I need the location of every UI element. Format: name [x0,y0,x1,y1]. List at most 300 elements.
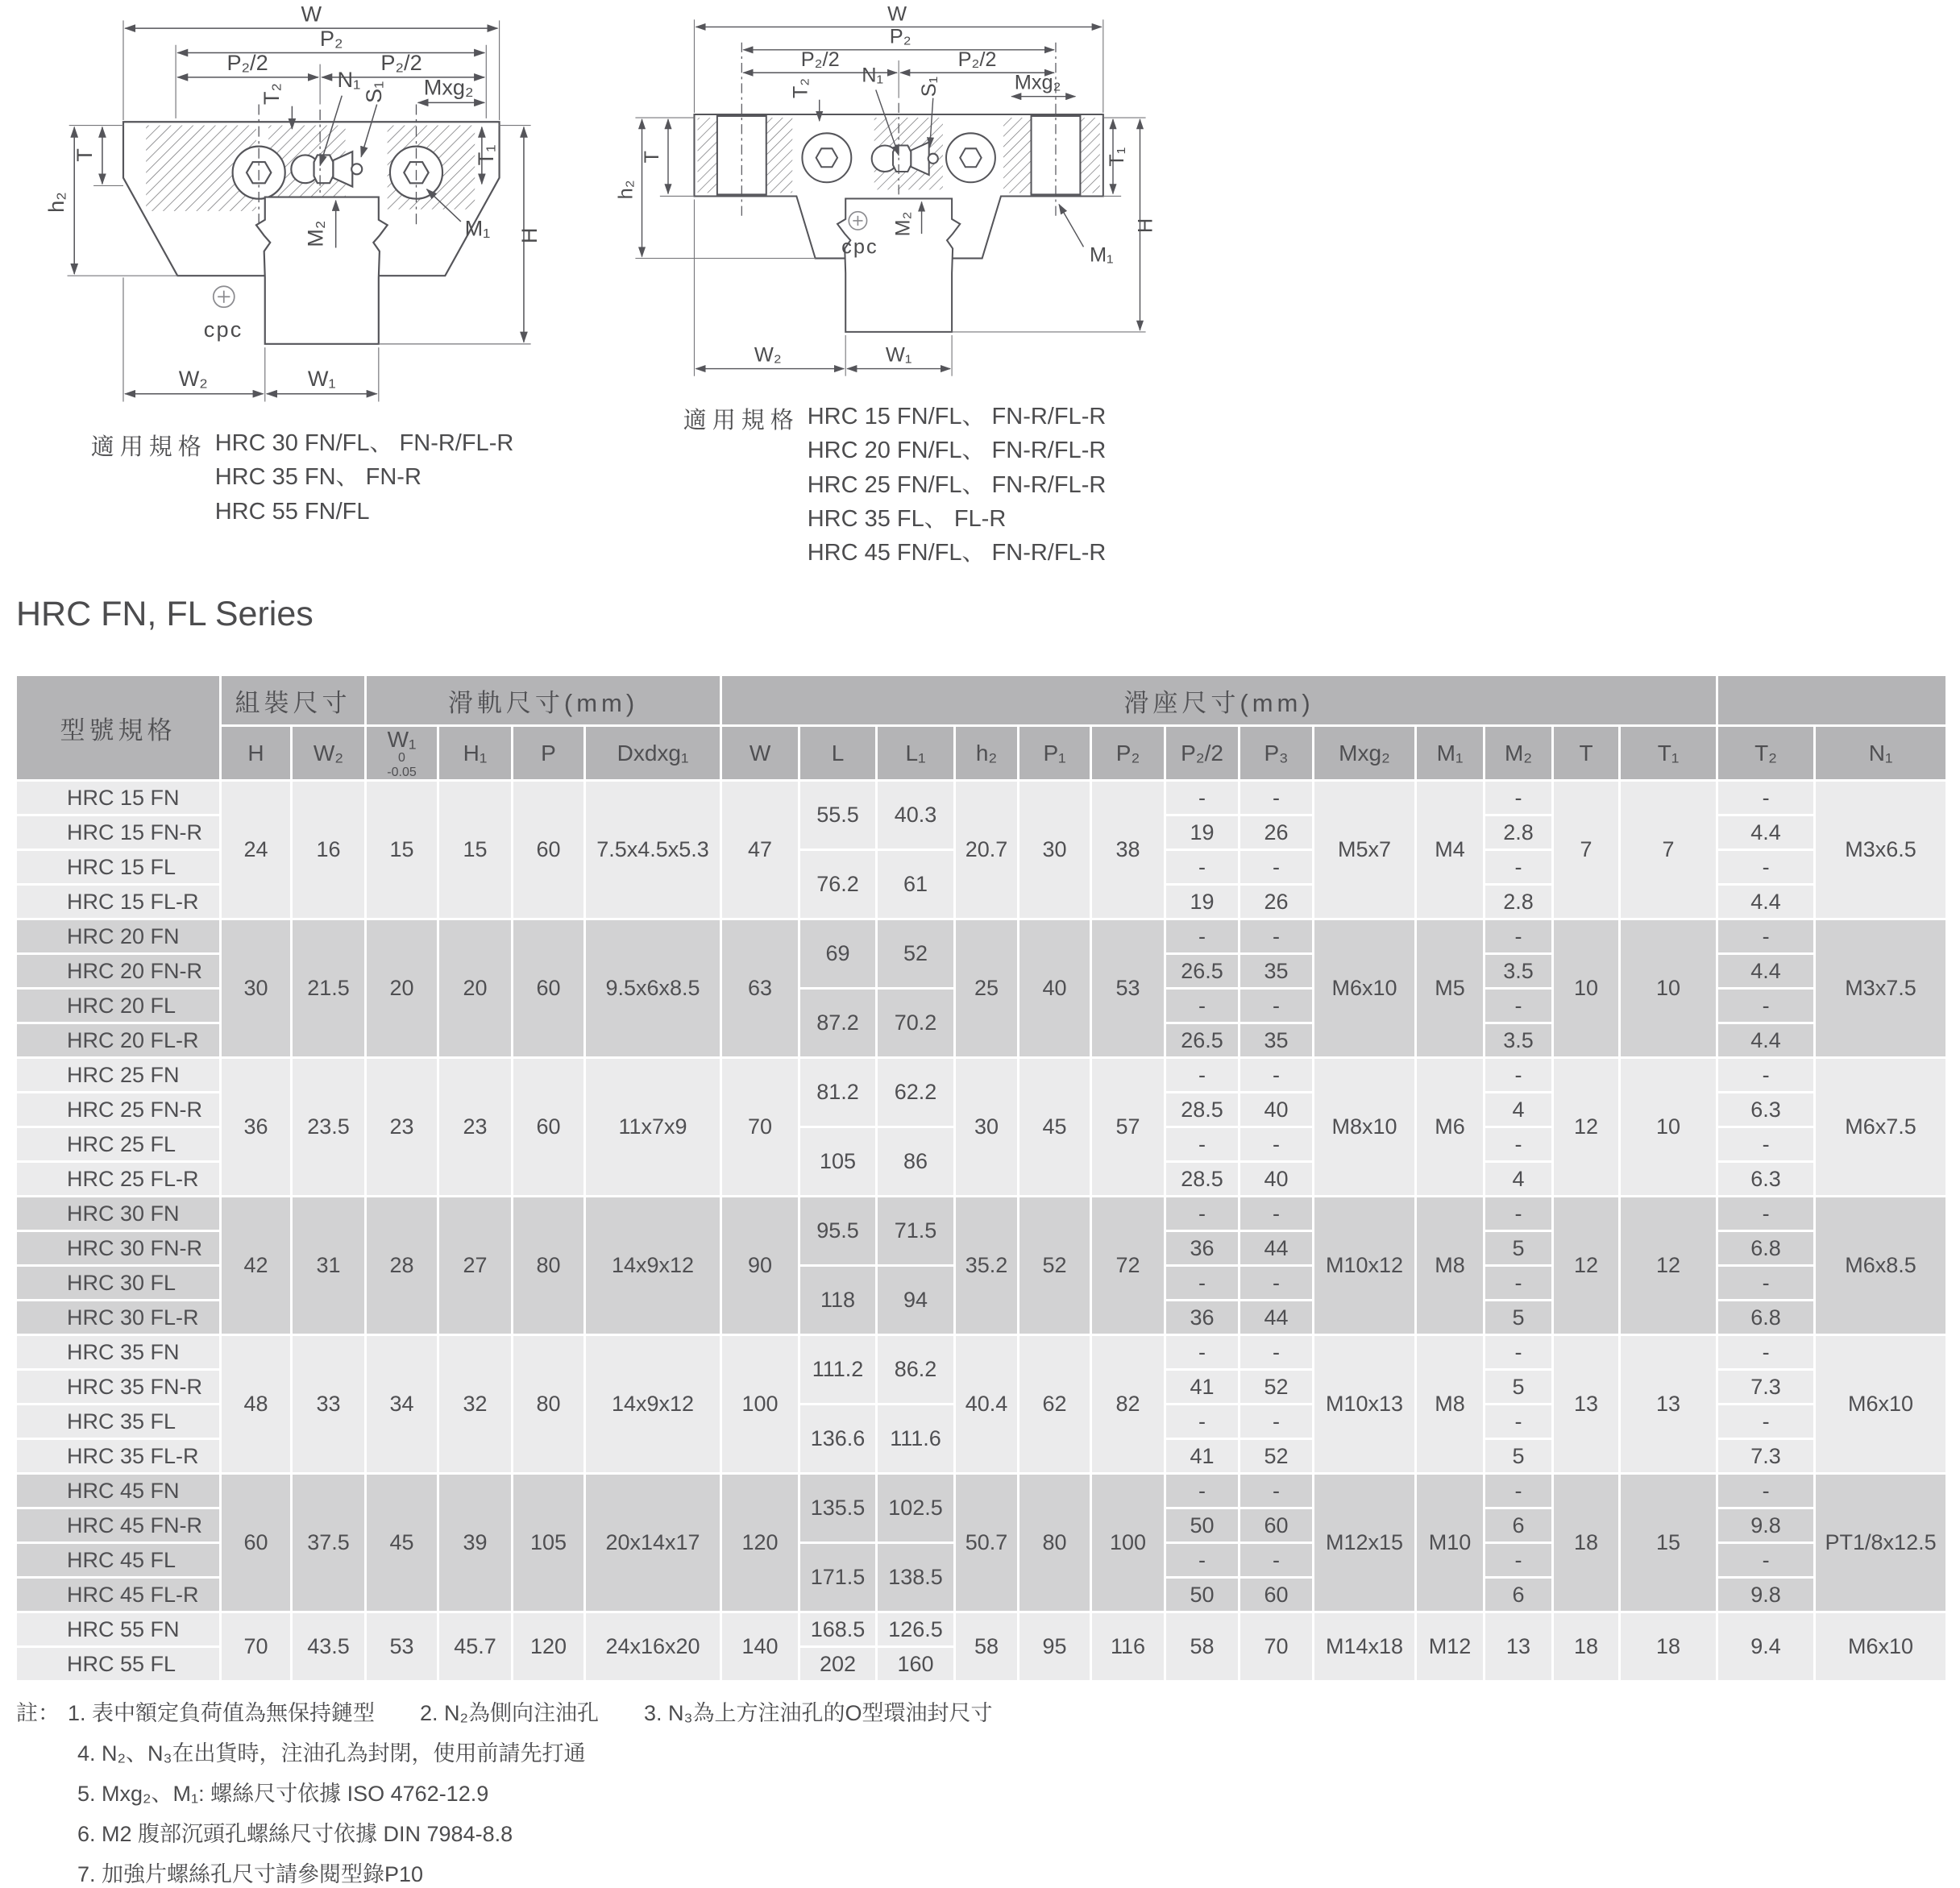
header-model: 型號規格 [16,675,221,781]
cell-H1: 45.7 [438,1612,513,1682]
cell-P3: - [1240,1543,1314,1578]
model-cell: HRC 15 FL-R [16,885,221,919]
dim-label-m1: M₁ [464,215,491,241]
cell-T1: 15 [1620,1474,1717,1612]
cell-P2_half: - [1165,1127,1240,1162]
cell-P2_half: - [1165,1197,1240,1231]
model-cell: HRC 30 FN [16,1197,221,1231]
cell-T2: 7.3 [1717,1370,1815,1405]
cell-P3: 60 [1240,1578,1314,1612]
cell-P3: - [1240,781,1314,815]
cell-W1: 45 [366,1474,438,1612]
fl-type-section-drawing [612,2,1169,391]
cell-P3: - [1240,850,1314,885]
dim-label-m2: M₂ [302,220,328,247]
cell-P1: 40 [1019,919,1091,1058]
fl-type-caption [612,402,1177,567]
model-cell: HRC 30 FL-R [16,1301,221,1335]
cell-h2: 30 [955,1058,1019,1197]
cell-M2: - [1485,919,1553,954]
dim-label-w: W [887,2,907,26]
dim-label-t1: T₁ [1106,147,1129,167]
cell-L: 95.5 [799,1197,877,1266]
model-cell: HRC 35 FL-R [16,1439,221,1474]
dim-label-t2: T₂ [259,82,284,106]
note-1: 1. 表中額定負荷值為無保持鏈型 [68,1701,376,1725]
w1-tol-upper: 0 [398,751,405,765]
cell-P2_half: 41 [1165,1439,1240,1474]
cell-P2_half: 36 [1165,1301,1240,1335]
note-line [16,1695,993,1727]
cell-P1: 52 [1019,1197,1091,1335]
model-cell: HRC 15 FN-R [16,815,221,850]
cell-N1: M3x7.5 [1815,919,1947,1058]
cell-P2_half: 36 [1165,1231,1240,1266]
cell-P2_half: 50 [1165,1578,1240,1612]
cell-T2: 6.3 [1717,1162,1815,1197]
cell-L1: 111.6 [877,1405,955,1474]
cell-T1: 12 [1620,1197,1717,1335]
model-cell: HRC 20 FL [16,989,221,1023]
cell-M1: M12 [1416,1612,1485,1682]
col-header-P1: P₁ [1019,726,1091,781]
header-group-rail: 滑軌尺寸(mm) [366,675,721,726]
cell-T2: - [1717,1335,1815,1370]
dim-label-m2: M₂ [891,211,915,237]
cell-T2: - [1717,781,1815,815]
cell-W1: 34 [366,1335,438,1474]
cell-H: 70 [221,1612,292,1682]
cell-W2: 23.5 [292,1058,366,1197]
model-cell: HRC 35 FN [16,1335,221,1370]
cell-P3: 52 [1240,1370,1314,1405]
cell-H: 36 [221,1058,292,1197]
cell-T2: 9.4 [1717,1612,1815,1682]
cell-T: 12 [1553,1058,1620,1197]
cell-Dxdxg1: 20x14x17 [585,1474,721,1612]
cell-W2: 43.5 [292,1612,366,1682]
spec-table-section [15,674,1948,1683]
dim-label-h: H [1134,218,1157,234]
cell-W2: 16 [292,781,366,919]
model-cell: HRC 15 FN [16,781,221,815]
cell-T2: - [1717,1058,1815,1093]
col-header-H: H [221,726,292,781]
cell-M2: 4 [1485,1093,1553,1127]
model-cell: HRC 30 FN-R [16,1231,221,1266]
cell-N1: M6x8.5 [1815,1197,1947,1335]
cell-L: 111.2 [799,1335,877,1405]
cell-P2_half: - [1165,1266,1240,1301]
note-prefix: 註： [16,1701,60,1725]
col-header-T2: T₂ [1717,726,1815,781]
cell-P1: 45 [1019,1058,1091,1197]
cell-P3: - [1240,1058,1314,1093]
cell-Mxg2: M14x18 [1314,1612,1416,1682]
cell-T: 18 [1553,1474,1620,1612]
dim-label-w1: W₁ [307,365,336,391]
col-header-T: T [1553,726,1620,781]
cell-h2: 25 [955,919,1019,1058]
cell-P2_half: 50 [1165,1508,1240,1543]
cell-W2: 31 [292,1197,366,1335]
cell-P: 60 [513,919,585,1058]
cell-P2_half: - [1165,1405,1240,1439]
cell-P3: 44 [1240,1301,1314,1335]
cell-T2: - [1717,1405,1815,1439]
cell-T: 13 [1553,1335,1620,1474]
cell-P3: - [1240,1405,1314,1439]
fn-type-caption [44,429,560,526]
cell-L1: 138.5 [877,1543,955,1612]
caption-prefix: 適用規格 [683,408,799,434]
dim-label-p2half-left: P₂/2 [800,48,840,72]
col-header-W: W [721,726,799,781]
cell-W: 140 [721,1612,799,1682]
cell-T2: - [1717,850,1815,885]
cell-T: 10 [1553,919,1620,1058]
cell-M2: - [1485,1197,1553,1231]
fn-type-drawing-figure [44,1,560,526]
cell-Dxdxg1: 14x9x12 [585,1197,721,1335]
model-cell: HRC 25 FN [16,1058,221,1093]
model-cell: HRC 45 FL [16,1543,221,1578]
model-cell: HRC 45 FN [16,1474,221,1508]
col-header-Dxdxg1: Dxdxg₁ [585,726,721,781]
col-header-M1: M₁ [1416,726,1485,781]
cell-T: 12 [1553,1197,1620,1335]
cell-Mxg2: M12x15 [1314,1474,1416,1612]
cell-T2: - [1717,1127,1815,1162]
cell-L: 105 [799,1127,877,1197]
cell-P2_half: 26.5 [1165,1023,1240,1058]
cell-L: 76.2 [799,850,877,919]
cell-P1: 30 [1019,781,1091,919]
col-header-N1: N₁ [1815,726,1947,781]
cell-T1: 7 [1620,781,1717,919]
dim-label-p2half-left: P₂/2 [226,50,268,76]
cell-P2_half: 58 [1165,1612,1240,1682]
dim-label-p2half-right: P₂/2 [957,48,997,72]
col-header-P3: P₃ [1240,726,1314,781]
cell-M2: - [1485,1335,1553,1370]
cell-M2: - [1485,1127,1553,1162]
cell-M2: - [1485,1266,1553,1301]
dim-label-w2: W₂ [754,343,782,367]
cell-M1: M4 [1416,781,1485,919]
cell-M2: - [1485,1474,1553,1508]
cell-W: 47 [721,781,799,919]
cpc-logo-text: cpc [841,235,878,259]
cell-Mxg2: M8x10 [1314,1058,1416,1197]
cell-H: 42 [221,1197,292,1335]
cell-P2_half: 41 [1165,1370,1240,1405]
cell-M2: - [1485,1058,1553,1093]
cell-T1: 18 [1620,1612,1717,1682]
cell-P1: 80 [1019,1474,1091,1612]
model-cell: HRC 25 FL [16,1127,221,1162]
cell-L1: 160 [877,1647,955,1682]
caption-line: HRC 55 FN/FL [214,498,370,525]
cell-L1: 52 [877,919,955,989]
dim-label-t1: T₁ [472,144,498,166]
cell-P2_half: - [1165,1543,1240,1578]
cell-L: 69 [799,919,877,989]
cell-H1: 32 [438,1335,513,1474]
cell-H1: 27 [438,1197,513,1335]
cell-M2: 2.8 [1485,885,1553,919]
dim-label-p2half-right: P₂/2 [380,50,422,76]
cell-N1: PT1/8x12.5 [1815,1474,1947,1612]
cell-P2_half: 19 [1165,815,1240,850]
cell-P3: - [1240,1197,1314,1231]
cell-T2: 4.4 [1717,815,1815,850]
cell-P3: 52 [1240,1439,1314,1474]
cell-T2: - [1717,919,1815,954]
cell-L1: 62.2 [877,1058,955,1127]
cell-P3: - [1240,1266,1314,1301]
cell-N1: M3x6.5 [1815,781,1947,919]
spec-table [15,674,1948,1683]
cell-P2: 57 [1091,1058,1165,1197]
cell-M2: 2.8 [1485,815,1553,850]
model-cell: HRC 45 FN-R [16,1508,221,1543]
cell-P3: - [1240,1335,1314,1370]
cell-T2: 6.3 [1717,1093,1815,1127]
col-header-P2: P₂ [1091,726,1165,781]
cell-M2: 5 [1485,1439,1553,1474]
cell-M2: 6 [1485,1508,1553,1543]
cell-M1: M10 [1416,1474,1485,1612]
w1-tol-lower: -0.05 [387,765,417,779]
caption-line: HRC 30 FN/FL、 FN-R/FL-R [214,430,514,456]
cell-L1: 126.5 [877,1612,955,1647]
cell-W: 100 [721,1335,799,1474]
col-header-W1-label: W₁ [387,727,417,752]
cell-M1: M5 [1416,919,1485,1058]
cell-Mxg2: M6x10 [1314,919,1416,1058]
cell-h2: 40.4 [955,1335,1019,1474]
dim-label-w: W [301,1,322,27]
model-cell: HRC 35 FL [16,1405,221,1439]
footnotes [16,1695,993,1888]
model-cell: HRC 20 FL-R [16,1023,221,1058]
cell-P3: 26 [1240,815,1314,850]
cell-P2_half: 28.5 [1165,1093,1240,1127]
cell-P3: - [1240,989,1314,1023]
dim-label-p2: P₂ [889,25,911,48]
cell-L: 168.5 [799,1612,877,1647]
cell-P2_half: 19 [1165,885,1240,919]
cell-W1: 15 [366,781,438,919]
cell-M2: 13 [1485,1612,1553,1682]
cell-P: 105 [513,1474,585,1612]
cell-L: 202 [799,1647,877,1682]
col-header-Mxg2: Mxg₂ [1314,726,1416,781]
dim-label-t: T [71,148,97,162]
cell-H: 30 [221,919,292,1058]
cell-M2: 3.5 [1485,954,1553,989]
dim-label-t2: T₂ [789,77,812,99]
cell-Dxdxg1: 9.5x6x8.5 [585,919,721,1058]
cell-M2: - [1485,989,1553,1023]
col-header-W1-tolerance [367,751,437,779]
cell-P1: 62 [1019,1335,1091,1474]
cell-M1: M8 [1416,1197,1485,1335]
cell-T2: 6.8 [1717,1301,1815,1335]
cell-T1: 10 [1620,1058,1717,1197]
dim-label-mxg2: Mxg₂ [423,74,474,100]
cell-P2_half: - [1165,1474,1240,1508]
col-header-P2-half: P₂/2 [1165,726,1240,781]
dim-label-n1: N₁ [337,66,361,92]
cell-M2: 5 [1485,1370,1553,1405]
cell-T: 18 [1553,1612,1620,1682]
header-group-block: 滑座尺寸(mm) [721,675,1717,726]
model-cell: HRC 25 FL-R [16,1162,221,1197]
cell-W1: 28 [366,1197,438,1335]
note-3: 3. N₃為上方注油孔的O型環油封尺寸 [644,1701,993,1725]
cell-N1: M6x10 [1815,1612,1947,1682]
cell-T2: 4.4 [1717,1023,1815,1058]
cell-T2: - [1717,1266,1815,1301]
cell-W2: 33 [292,1335,366,1474]
col-header-W2: W₂ [292,726,366,781]
cell-M1: M8 [1416,1335,1485,1474]
cell-M2: - [1485,781,1553,815]
cell-H1: 15 [438,781,513,919]
cell-T2: - [1717,1543,1815,1578]
cell-N1: M6x7.5 [1815,1058,1947,1197]
cell-L: 136.6 [799,1405,877,1474]
cell-P2: 53 [1091,919,1165,1058]
cell-P3: 40 [1240,1162,1314,1197]
model-cell: HRC 55 FL [16,1647,221,1682]
cell-L1: 102.5 [877,1474,955,1543]
cell-T1: 10 [1620,919,1717,1058]
caption-prefix: 適用規格 [90,434,207,460]
cell-T1: 13 [1620,1335,1717,1474]
cell-L1: 94 [877,1266,955,1335]
model-cell: HRC 35 FN-R [16,1370,221,1405]
cell-L: 81.2 [799,1058,877,1127]
cell-h2: 50.7 [955,1474,1019,1612]
spec-table-body [16,781,1947,1682]
cell-P3: 26 [1240,885,1314,919]
dim-label-n1: N₁ [862,64,884,87]
cell-Dxdxg1: 24x16x20 [585,1612,721,1682]
cell-W2: 37.5 [292,1474,366,1612]
cell-H: 48 [221,1335,292,1474]
cell-P3: - [1240,1474,1314,1508]
col-header-L: L [799,726,877,781]
cell-P2_half: - [1165,1058,1240,1093]
note-line: 5. Mxg₂、M₁: 螺絲尺寸依據 ISO 4762-12.9 [77,1782,489,1806]
cell-P2: 82 [1091,1335,1165,1474]
cell-P3: 35 [1240,954,1314,989]
cell-P: 60 [513,1058,585,1197]
cell-H1: 23 [438,1058,513,1197]
cell-P: 80 [513,1335,585,1474]
cell-P3: - [1240,919,1314,954]
model-cell: HRC 55 FN [16,1612,221,1647]
cell-W1: 20 [366,919,438,1058]
col-header-P: P [513,726,585,781]
cell-Mxg2: M5x7 [1314,781,1416,919]
cell-P2_half: 28.5 [1165,1162,1240,1197]
header-group-assembly: 組裝尺寸 [221,675,366,726]
cell-T2: 6.8 [1717,1231,1815,1266]
cell-L1: 70.2 [877,989,955,1058]
cell-L: 135.5 [799,1474,877,1543]
dim-label-h2: h₂ [44,192,69,213]
cell-W: 90 [721,1197,799,1335]
cell-T: 7 [1553,781,1620,919]
cell-H: 24 [221,781,292,919]
cell-P: 120 [513,1612,585,1682]
cell-M2: - [1485,1405,1553,1439]
cell-P3: 40 [1240,1093,1314,1127]
cell-T2: 9.8 [1717,1508,1815,1543]
col-header-T1: T₁ [1620,726,1717,781]
model-cell: HRC 30 FL [16,1266,221,1301]
cell-L: 87.2 [799,989,877,1058]
cell-h2: 58 [955,1612,1019,1682]
cell-h2: 20.7 [955,781,1019,919]
dim-label-mxg2: Mxg₂ [1014,71,1061,94]
cell-M2: 3.5 [1485,1023,1553,1058]
cell-P2_half: 26.5 [1165,954,1240,989]
cell-P1: 95 [1019,1612,1091,1682]
model-cell: HRC 25 FN-R [16,1093,221,1127]
caption-line: HRC 15 FN/FL、 FN-R/FL-R [807,404,1107,429]
cell-M2: - [1485,850,1553,885]
cell-H1: 39 [438,1474,513,1612]
cell-T2: - [1717,989,1815,1023]
cell-W: 120 [721,1474,799,1612]
fl-type-drawing-figure [612,2,1177,567]
cell-P2_half: - [1165,989,1240,1023]
col-header-W1 [366,726,438,781]
dim-label-m1: M₁ [1089,243,1114,267]
cell-P2: 38 [1091,781,1165,919]
cell-L: 118 [799,1266,877,1335]
cell-P3: 60 [1240,1508,1314,1543]
cell-W: 70 [721,1058,799,1197]
series-title: HRC FN, FL Series [16,595,314,633]
cell-L1: 40.3 [877,781,955,850]
note-2: 2. N₂為側向注油孔 [420,1701,600,1725]
cell-P: 60 [513,781,585,919]
model-cell: HRC 20 FN [16,919,221,954]
fn-type-section-drawing [44,1,552,417]
cell-H: 60 [221,1474,292,1612]
header-group-empty [1717,675,1947,726]
cell-T2: 4.4 [1717,954,1815,989]
cell-Mxg2: M10x13 [1314,1335,1416,1474]
cell-Dxdxg1: 7.5x4.5x5.3 [585,781,721,919]
cell-P2: 72 [1091,1197,1165,1335]
cell-H1: 20 [438,919,513,1058]
dim-label-w1: W₁ [885,343,912,367]
cell-W2: 21.5 [292,919,366,1058]
cell-W1: 53 [366,1612,438,1682]
cell-Dxdxg1: 14x9x12 [585,1335,721,1474]
cell-P2_half: - [1165,919,1240,954]
dim-label-h: H [517,227,542,244]
cell-N1: M6x10 [1815,1335,1947,1474]
cell-P2: 116 [1091,1612,1165,1682]
